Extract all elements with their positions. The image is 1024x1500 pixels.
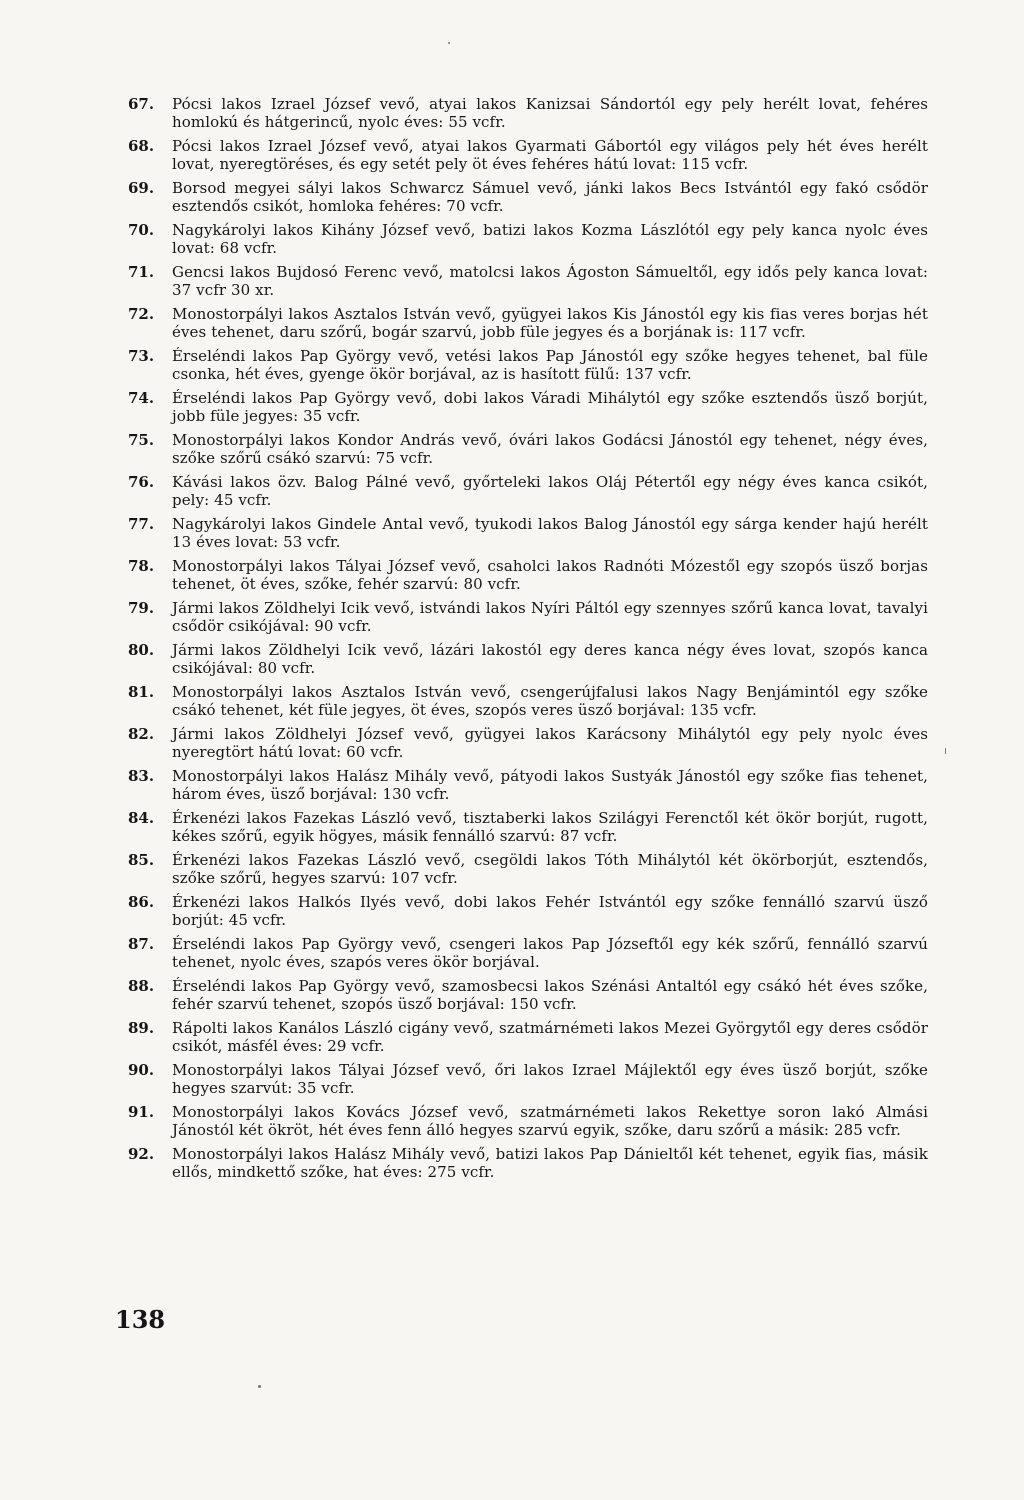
list-item xyxy=(128,222,928,257)
entry-text: Monostorpályi lakos Asztalos István vevő, csengerújfalusi lakos Nagy Benjámintól egy szőke csákó tehenet, két füle jegyes, öt éves, szopós veres üsző borjával: 135 vcfr. xyxy=(172,683,928,719)
list-item xyxy=(128,474,928,509)
entry-number: 85. xyxy=(128,851,155,869)
list-item xyxy=(128,432,928,467)
entry-number: 68. xyxy=(128,137,155,155)
entry-number: 69. xyxy=(128,179,155,197)
entry-text: Pócsi lakos Izrael József vevő, atyai lakos Kanizsai Sándortól egy pely herélt lovat, fehéres homlokú és hátgerincű, nyolc éves: 55 vcfr. xyxy=(172,95,928,131)
entry-number: 70. xyxy=(128,221,155,239)
scan-speck xyxy=(945,748,946,754)
entry-text: Monostorpályi lakos Asztalos István vevő, gyügyei lakos Kis Jánostól egy kis fias veres borjas hét éves tehenet, daru szőrű, bogár szarvú, jobb füle jegyes és a borjának is: 117 vcfr. xyxy=(172,305,928,341)
entry-text: Jármi lakos Zöldhelyi Icik vevő, istvándi lakos Nyíri Páltól egy szennyes szőrű kanca lovat, tavalyi csődör csikójával: 90 vcfr. xyxy=(172,599,928,635)
page-number: 138 xyxy=(115,1305,166,1334)
entry-number: 89. xyxy=(128,1019,155,1037)
entry-text: Pócsi lakos Izrael József vevő, atyai lakos Gyarmati Gábortól egy világos pely hét éves herélt lovat, nyeregtöréses, és egy setét pely öt éves fehéres hátú lovat: 115 vcfr. xyxy=(172,137,928,173)
list-item xyxy=(128,894,928,929)
entry-text: Érseléndi lakos Pap György vevő, csengeri lakos Pap Józseftől egy kék szőrű, fennálló szarvú tehenet, nyolc éves, szapós veres ökör borjával. xyxy=(172,935,928,971)
list-item xyxy=(128,978,928,1013)
entry-text: Gencsi lakos Bujdosó Ferenc vevő, matolcsi lakos Ágoston Sámueltől, egy idős pely kanca lovat: 37 vcfr 30 xr. xyxy=(172,263,928,299)
entry-text: Nagykárolyi lakos Kihány József vevő, batizi lakos Kozma Lászlótól egy pely kanca nyolc éves lovat: 68 vcfr. xyxy=(172,221,928,257)
list-item xyxy=(128,264,928,299)
list-item xyxy=(128,1146,928,1181)
entry-number: 83. xyxy=(128,767,155,785)
entry-number: 81. xyxy=(128,683,155,701)
entry-text: Érseléndi lakos Pap György vevő, vetési lakos Pap Jánostól egy szőke hegyes tehenet, bal füle csonka, hét éves, gyenge ökör borjával, az is hasított fülű: 137 vcfr. xyxy=(172,347,928,383)
list-item xyxy=(128,810,928,845)
list-item xyxy=(128,936,928,971)
entry-text: Monostorpályi lakos Halász Mihály vevő, batizi lakos Pap Dánieltől két tehenet, egyik fias, másik ellős, mindkettő szőke, hat éves: 275 vcfr. xyxy=(172,1145,928,1181)
entry-text: Borsod megyei sályi lakos Schwarcz Sámuel vevő, jánki lakos Becs Istvántól egy fakó csődör esztendős csikót, homloka fehéres: 70 vcfr. xyxy=(172,179,928,215)
entry-text: Monostorpályi lakos Kondor András vevő, óvári lakos Godácsi Jánostól egy tehenet, négy éves, szőke szőrű csákó szarvú: 75 vcfr. xyxy=(172,431,928,467)
list-item xyxy=(128,768,928,803)
entry-number: 76. xyxy=(128,473,155,491)
list-item xyxy=(128,600,928,635)
entry-text: Monostorpályi lakos Tályai József vevő, csaholci lakos Radnóti Mózestől egy szopós üsző borjas tehenet, öt éves, szőke, fehér szarvú: 80 vcfr. xyxy=(172,557,928,593)
entry-text: Érseléndi lakos Pap György vevő, szamosbecsi lakos Szénási Antaltól egy csákó hét éves szőke, fehér szarvú tehenet, szopós üsző borjával: 150 vcfr. xyxy=(172,977,928,1013)
list-item xyxy=(128,390,928,425)
entry-text: Érkenézi lakos Fazekas László vevő, csegöldi lakos Tóth Mihálytól két ökörborjút, esztendős, szőke szőrű, hegyes szarvú: 107 vcfr. xyxy=(172,851,928,887)
entry-text: Monostorpályi lakos Tályai József vevő, őri lakos Izrael Májlektől egy éves üsző borjút, szőke hegyes szarvút: 35 vcfr. xyxy=(172,1061,928,1097)
scan-speck xyxy=(258,1385,261,1388)
entry-text: Érseléndi lakos Pap György vevő, dobi lakos Váradi Mihálytól egy szőke esztendős üsző borjút, jobb füle jegyes: 35 vcfr. xyxy=(172,389,928,425)
list-item xyxy=(128,96,928,131)
entry-number: 87. xyxy=(128,935,155,953)
entry-number: 73. xyxy=(128,347,155,365)
list-item xyxy=(128,1062,928,1097)
list-item xyxy=(128,642,928,677)
entry-number: 71. xyxy=(128,263,155,281)
entry-number: 86. xyxy=(128,893,155,911)
entry-number: 91. xyxy=(128,1103,155,1121)
list-item xyxy=(128,180,928,215)
entry-number: 72. xyxy=(128,305,155,323)
entry-text: Kávási lakos özv. Balog Pálné vevő, győrteleki lakos Oláj Pétertől egy négy éves kanca csikót, pely: 45 vcfr. xyxy=(172,473,928,509)
entry-text: Monostorpályi lakos Kovács József vevő, szatmárnémeti lakos Rekettye soron lakó Almási Jánostól két ökröt, hét éves fenn álló hegyes szarvú egyik, szőke, daru szőrű a másik: 285 vcfr. xyxy=(172,1103,928,1139)
entry-number: 82. xyxy=(128,725,155,743)
entry-text: Érkenézi lakos Halkós Ilyés vevő, dobi lakos Fehér Istvántól egy szőke fennálló szarvú üsző borjút: 45 vcfr. xyxy=(172,893,928,929)
entry-text: Monostorpályi lakos Halász Mihály vevő, pátyodi lakos Sustyák Jánostól egy szőke fias tehenet, három éves, üsző borjával: 130 vcfr. xyxy=(172,767,928,803)
entry-number: 88. xyxy=(128,977,155,995)
list-item xyxy=(128,726,928,761)
entry-number: 84. xyxy=(128,809,155,827)
entry-number: 79. xyxy=(128,599,155,617)
list-item xyxy=(128,1104,928,1139)
entry-number: 75. xyxy=(128,431,155,449)
entry-text: Nagykárolyi lakos Gindele Antal vevő, tyukodi lakos Balog Jánostól egy sárga kender hajú herélt 13 éves lovat: 53 vcfr. xyxy=(172,515,928,551)
entry-number: 90. xyxy=(128,1061,155,1079)
entry-number: 92. xyxy=(128,1145,155,1163)
entry-number: 78. xyxy=(128,557,155,575)
list-item xyxy=(128,1020,928,1055)
entry-text: Rápolti lakos Kanálos László cigány vevő, szatmárnémeti lakos Mezei Györgytől egy deres csődör csikót, másfél éves: 29 vcfr. xyxy=(172,1019,928,1055)
list-item xyxy=(128,852,928,887)
entry-number: 80. xyxy=(128,641,155,659)
list-item xyxy=(128,348,928,383)
list-item xyxy=(128,684,928,719)
entry-text: Jármi lakos Zöldhelyi Icik vevő, lázári lakostól egy deres kanca négy éves lovat, szopós kanca csikójával: 80 vcfr. xyxy=(172,641,928,677)
entry-list xyxy=(128,96,928,1188)
list-item xyxy=(128,138,928,173)
scan-speck xyxy=(448,42,450,44)
entry-number: 77. xyxy=(128,515,155,533)
entry-number: 67. xyxy=(128,95,155,113)
entry-text: Jármi lakos Zöldhelyi József vevő, gyügyei lakos Karácsony Mihálytól egy pely nyolc éves nyeregtört hátú lovat: 60 vcfr. xyxy=(172,725,928,761)
list-item xyxy=(128,516,928,551)
entry-number: 74. xyxy=(128,389,155,407)
entry-text: Érkenézi lakos Fazekas László vevő, tisztaberki lakos Szilágyi Ferenctől két ökör borjút, rugott, kékes szőrű, egyik högyes, másik fennálló szarvú: 87 vcfr. xyxy=(172,809,928,845)
list-item xyxy=(128,306,928,341)
list-item xyxy=(128,558,928,593)
